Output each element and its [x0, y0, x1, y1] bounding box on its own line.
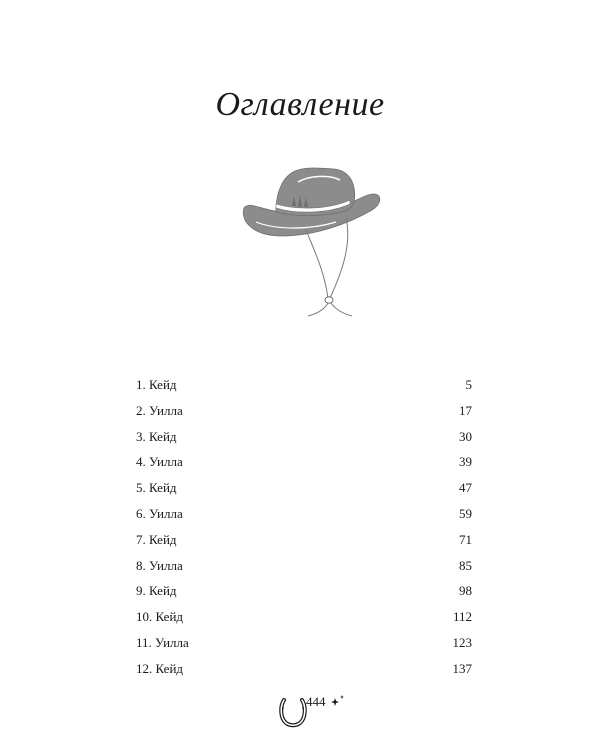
toc-entry	[136, 578, 472, 604]
toc-entry	[136, 449, 472, 475]
toc-entry	[136, 475, 472, 501]
toc-entry	[136, 553, 472, 579]
toc-entry-page: 17	[459, 402, 472, 418]
toc-entry	[136, 630, 472, 656]
toc-entry-page: 39	[459, 454, 472, 470]
toc-entry-title: 5. Кейд	[136, 480, 177, 496]
toc-entry	[136, 501, 472, 527]
toc-entry-title: 9. Кейд	[136, 583, 177, 599]
table-of-contents	[136, 372, 472, 682]
toc-entry-page: 59	[459, 505, 472, 521]
toc-leader-dots	[192, 630, 450, 644]
toc-entry	[136, 424, 472, 450]
toc-entry-title: 11. Уилла	[136, 634, 189, 650]
toc-entry-page: 47	[459, 480, 472, 496]
toc-entry-page: 123	[452, 634, 472, 650]
toc-entry-page: 112	[452, 609, 472, 625]
toc-entry-page: 85	[459, 557, 472, 573]
toc-entry-title: 3. Кейд	[136, 428, 177, 444]
toc-entry-page: 30	[459, 428, 472, 444]
toc-entry-title: 2. Уилла	[136, 402, 183, 418]
toc-entry-title: 7. Кейд	[136, 531, 177, 547]
toc-entry-title: 12. Кейд	[136, 660, 184, 676]
toc-entry-title: 10. Кейд	[136, 609, 184, 625]
page-number: 444	[306, 694, 326, 709]
toc-entry	[136, 527, 472, 553]
toc-entry-title: 8. Уилла	[136, 557, 183, 573]
toc-leader-dots	[180, 372, 463, 386]
toc-entry-page: 98	[459, 583, 472, 599]
toc-leader-dots	[180, 424, 456, 438]
toc-entry-title: 4. Уилла	[136, 454, 183, 470]
page-footer	[268, 694, 348, 730]
toc-leader-dots	[186, 501, 456, 515]
toc-entry-page: 71	[459, 531, 472, 547]
toc-leader-dots	[186, 656, 449, 670]
toc-entry	[136, 372, 472, 398]
toc-entry	[136, 398, 472, 424]
toc-leader-dots	[186, 398, 456, 412]
sparkle-icon	[330, 694, 346, 708]
toc-leader-dots	[186, 449, 456, 463]
toc-entry-page: 137	[452, 660, 472, 676]
toc-entry-page: 5	[465, 377, 472, 392]
horseshoe-icon	[278, 696, 308, 728]
cowboy-hat-icon	[236, 160, 386, 325]
toc-leader-dots	[180, 475, 456, 489]
page-title: Оглавление	[215, 86, 385, 123]
toc-entry-title: 1. Кейд	[136, 377, 177, 392]
toc-entry-title: 6. Уилла	[136, 505, 183, 521]
toc-entry	[136, 656, 472, 682]
toc-leader-dots	[186, 604, 450, 618]
toc-leader-dots	[180, 578, 456, 592]
toc-leader-dots	[180, 527, 456, 541]
toc-leader-dots	[186, 553, 456, 567]
toc-entry	[136, 604, 472, 630]
